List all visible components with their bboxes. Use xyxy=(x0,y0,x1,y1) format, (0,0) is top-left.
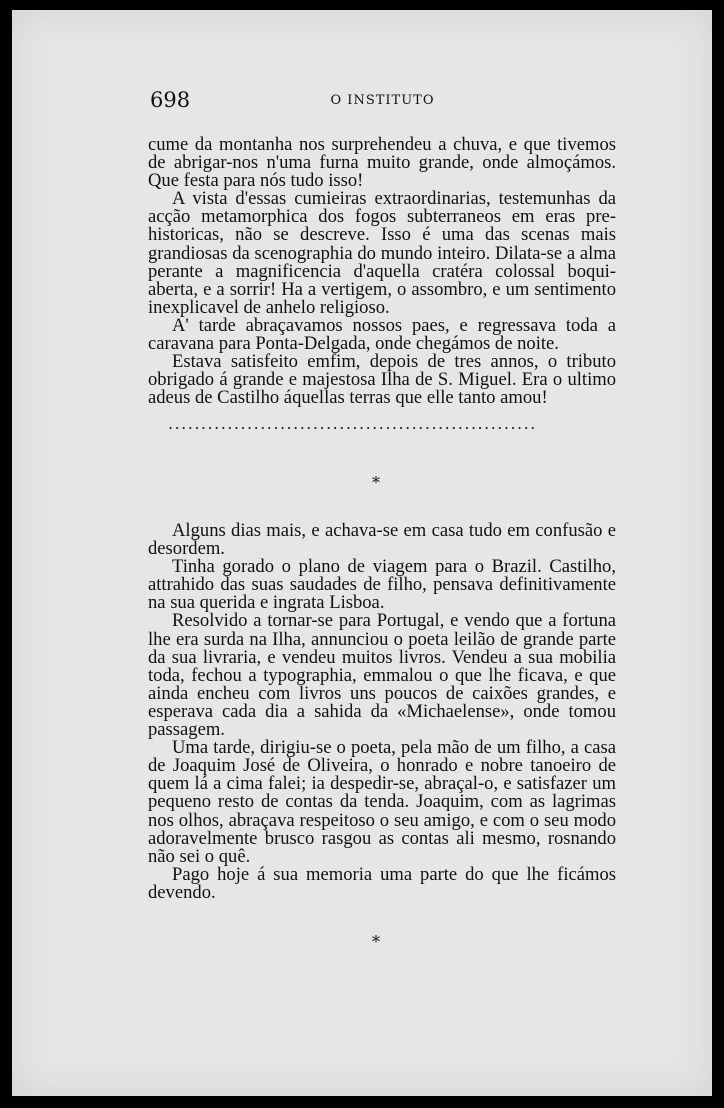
paragraph: Tinha gorado o plano de viagem para o Brazil. Castilho, attrahido das suas saudades de filho, pensava definitivamente na sua querida e ingrata Lisboa. xyxy=(148,556,616,614)
paragraph: A' tarde abraçavamos nossos paes, e regressava toda a caravana para Ponta-Delgada, onde chegámos de noite. xyxy=(148,314,616,355)
section-separator: * xyxy=(372,473,380,492)
paragraph: Alguns dias mais, e achava-se em casa tudo em confusão e desordem. xyxy=(148,520,616,560)
paragraph: Estava satisfeito emfim, depois de tres annos, o tributo obrigado á grande e majestosa Ilha de S. Miguel. Era o ultimo adeus de Castilho áquellas terras que elle tanto amou! xyxy=(148,351,616,409)
page-header xyxy=(150,88,615,110)
text-block-lower xyxy=(148,522,616,902)
paragraph: Uma tarde, dirigiu-se o poeta, pela mão de um filho, a casa de Joaquim José de Oliveira, o honrado e nobre tanoeiro de quem lá a cima falei; ia despedir-se, abraçal-o, e satisfazer um pequeno resto de contas da tenda. Joaquim, com as lagrimas nos olhos, abraçava respeitoso o seu amigo, e com o seu modo adoravelmente brusco rasgou as contas ali mesmo, rosnando não sei o quê. xyxy=(148,737,616,867)
text-block-upper xyxy=(148,136,616,407)
paragraph: A vista d'essas cumieiras extraordinarias, testemunhas da acção metamorphica dos fogos subterraneos em eras pre-historicas, não se descreve. Isso é uma das scenas mais grandiosas da scenographia do mundo inteiro. Dilata-se a alma perante a magnificencia d'aquella cratéra colossal boqui-aberta, e a sorrir! Ha a vertigem, o assombro, e um sentimento inexplicavel de anhelo religioso. xyxy=(148,188,616,318)
running-title: O INSTITUTO xyxy=(330,93,435,108)
paragraph: Resolvido a tornar-se para Portugal, e vendo que a fortuna lhe era surda na Ilha, annunciou o poeta leilão de grande parte da sua livraria, e vendeu muitos livros. Vendeu a sua mobilia toda, fechou a typographia, emmalou o que lhe ficava, e que ainda encheu com livros uns poucos de caixões grandes, e esperava cada dia a sahida da «Michaelense», onde tomou passagem. xyxy=(148,610,616,741)
section-separator-end: * xyxy=(372,932,380,951)
paragraph: cume da montanha nos surprehendeu a chuva, e que tivemos de abrigar-nos n'uma furna muito grande, onde almoçámos. Que festa para nós tudo isso! xyxy=(148,134,616,192)
paragraph: Pago hoje á sua memoria uma parte do que lhe ficámos devendo. xyxy=(148,863,616,903)
dotted-rule: ........................................................ xyxy=(168,414,537,433)
page-number: 698 xyxy=(150,88,191,112)
